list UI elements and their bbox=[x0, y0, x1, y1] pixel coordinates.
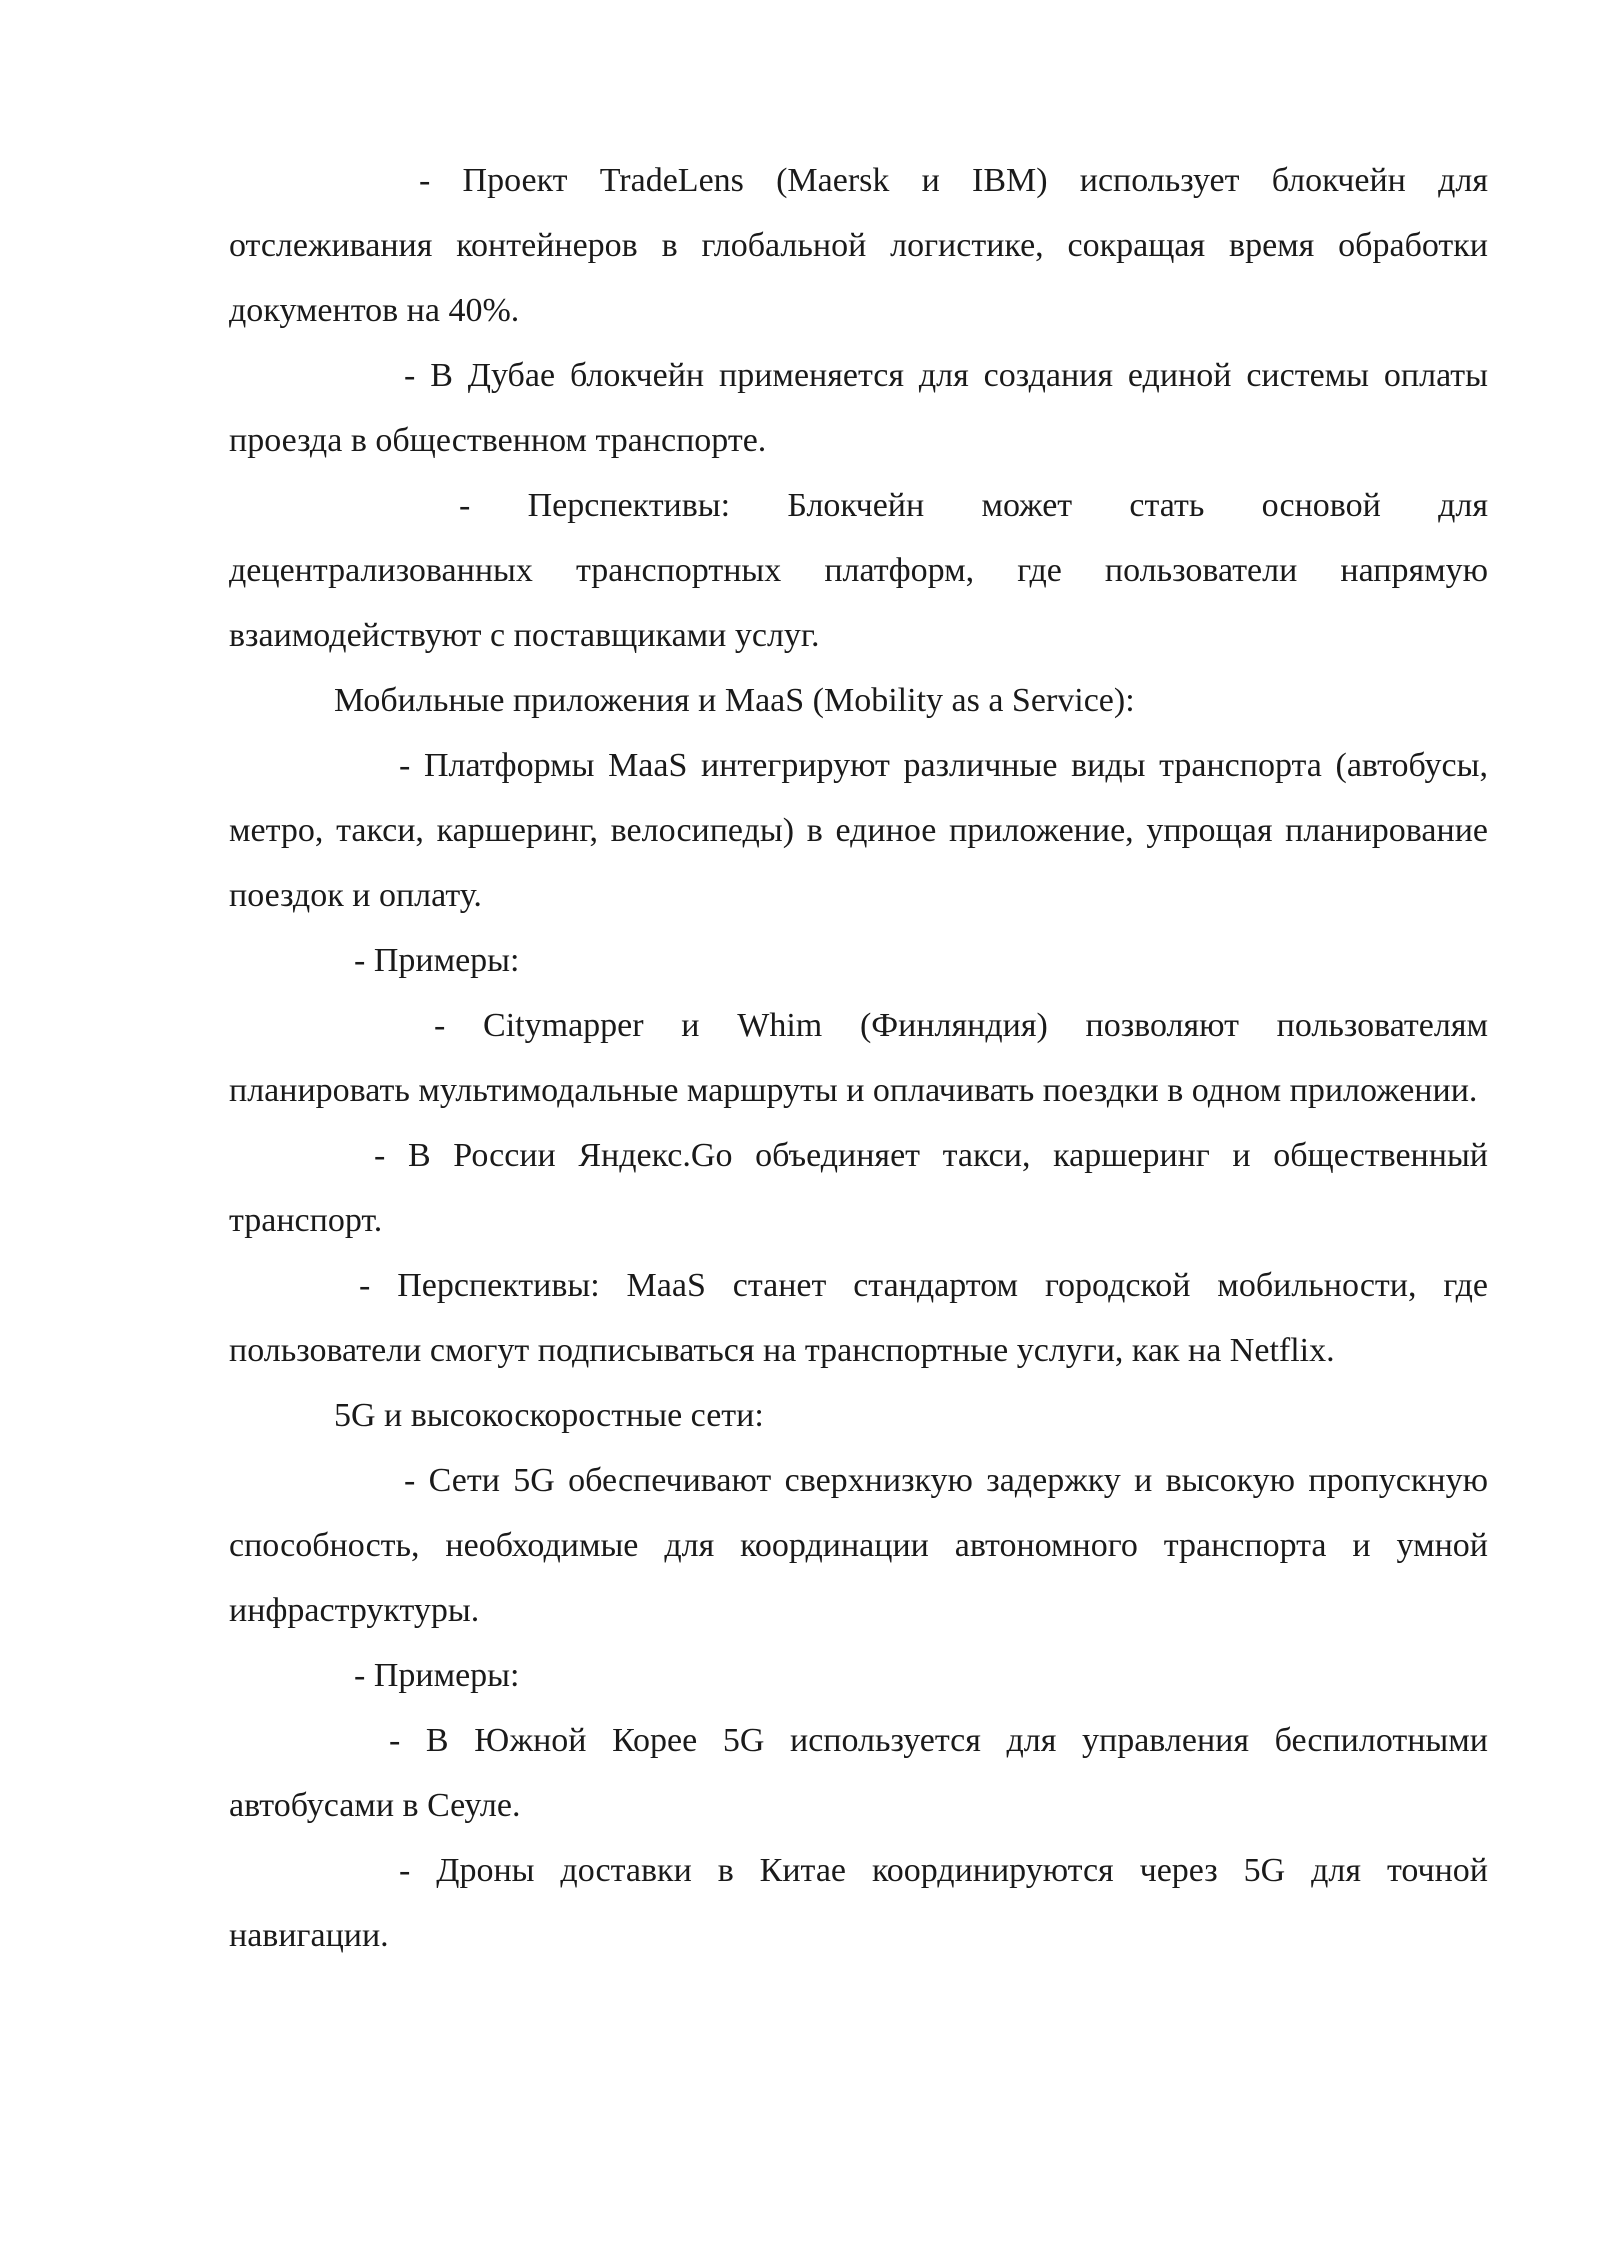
paragraph-blockchain-prospects: - Перспективы: Блокчейн может стать основой для децентрализованных транспортных платформ, где пользователи напрямую взаимодействуют с поставщиками услуг. bbox=[229, 487, 1488, 654]
section-heading-5g: 5G и высокоскоростные сети: bbox=[334, 1397, 764, 1434]
paragraph-tradelens: - Проект TradeLens (Maersk и IBM) использует блокчейн для отслеживания контейнеров в глобальной логистике, сокращая время обработки документов на 40%. bbox=[229, 162, 1488, 329]
paragraph-maas-platforms: - Платформы MaaS интегрируют различные виды транспорта (автобусы, метро, такси, каршеринг, велосипеды) в единое приложение, упрощая планирование поездок и оплату. bbox=[229, 747, 1488, 914]
section-heading-maas: Мобильные приложения и MaaS (Mobility as a Service): bbox=[334, 682, 1135, 719]
paragraph-china-drones: - Дроны доставки в Китае координируются через 5G для точной навигации. bbox=[229, 1852, 1488, 1954]
paragraph-dubai: - В Дубае блокчейн применяется для создания единой системы оплаты проезда в общественном транспорте. bbox=[229, 357, 1488, 459]
paragraph-south-korea: - В Южной Корее 5G используется для управления беспилотными автобусами в Сеуле. bbox=[229, 1722, 1488, 1824]
paragraph-citymapper: - Citymapper и Whim (Финляндия) позволяют пользователям планировать мультимодальные маршруты и оплачивать поездки в одном приложении. bbox=[229, 1007, 1488, 1109]
paragraph-examples-label: - Примеры: bbox=[354, 942, 520, 979]
paragraph-5g-networks: - Сети 5G обеспечивают сверхнизкую задержку и высокую пропускную способность, необходимые для координации автономного транспорта и умной инфраструктуры. bbox=[229, 1462, 1488, 1629]
document-page bbox=[229, 148, 1488, 1968]
paragraph-yandex-go: - В России Яндекс.Go объединяет такси, каршеринг и общественный транспорт. bbox=[229, 1137, 1488, 1239]
paragraph-examples-label-2: - Примеры: bbox=[354, 1657, 520, 1694]
paragraph-maas-prospects: - Перспективы: MaaS станет стандартом городской мобильности, где пользователи смогут подписываться на транспортные услуги, как на Netflix. bbox=[229, 1267, 1488, 1369]
